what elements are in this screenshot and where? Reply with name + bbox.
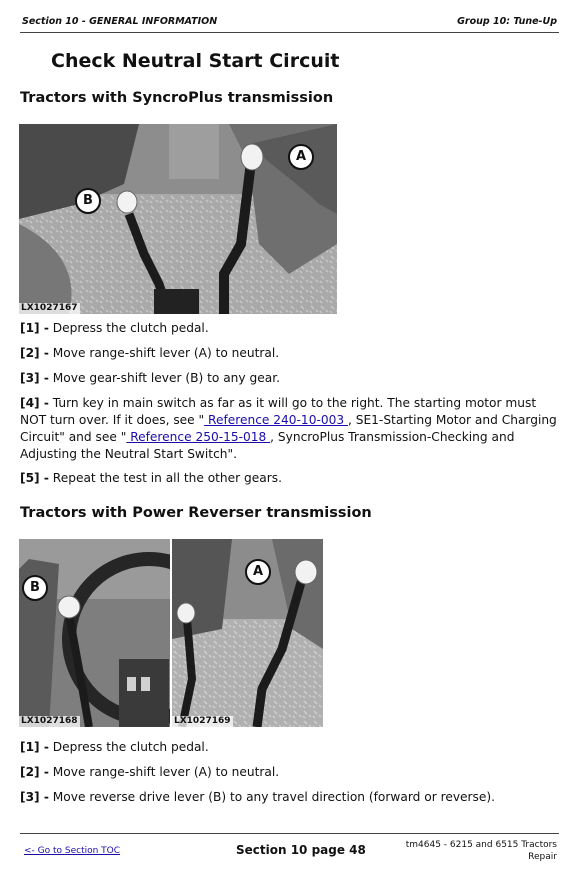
step-text: Repeat the test in all the other gears. — [48, 471, 282, 485]
power-reverser-step-1 — [20, 739, 560, 756]
syncroplus-step-2 — [20, 345, 560, 362]
header-group: Group 10: Tune-Up — [457, 16, 557, 27]
power-reverser-figure-right — [172, 539, 323, 727]
step-text: Move range-shift lever (A) to neutral. — [48, 346, 280, 360]
step-text: Depress the clutch pedal. — [48, 321, 209, 335]
page-title: Check Neutral Start Circuit — [51, 50, 340, 72]
step-text: Turn key in main switch as far as it will go to the right. The starting motor must NOT turn over. If it does, see " — [20, 396, 537, 427]
header-section: Section 10 - GENERAL INFORMATION — [22, 16, 218, 27]
power-reverser-figure-left — [19, 539, 170, 727]
document-id — [406, 839, 557, 863]
step-number: [1] - — [20, 321, 49, 335]
page-number: Section 10 page 48 — [236, 843, 366, 857]
step-text: , SyncroPlus Transmission-Checking and Adjusting the Neutral Start Switch". — [20, 430, 515, 461]
figure-caption-right: LX1027169 — [174, 716, 231, 726]
syncroplus-step-5 — [20, 470, 560, 487]
syncroplus-step-1 — [20, 320, 560, 337]
syncroplus-heading: Tractors with SyncroPlus transmission — [20, 90, 334, 106]
figure-caption-left: LX1027168 — [21, 716, 78, 726]
callout-a: A — [245, 559, 271, 585]
syncroplus-step-3 — [20, 370, 560, 387]
syncroplus-step-4 — [20, 395, 560, 463]
callout-a: A — [288, 144, 314, 170]
section-toc-link[interactable]: <- Go to Section TOC — [24, 846, 121, 856]
step-text: Move reverse drive lever (B) to any travel direction (forward or reverse). — [48, 790, 496, 804]
power-reverser-photo-left — [19, 539, 170, 727]
step-text: , SE1-Starting Motor and Charging Circuit" and see " — [20, 413, 557, 444]
step-number: [2] - — [20, 346, 49, 360]
page-header — [20, 12, 559, 33]
syncroplus-figure — [19, 124, 337, 314]
step-text: Move gear-shift lever (B) to any gear. — [48, 371, 280, 385]
power-reverser-step-3 — [20, 789, 560, 806]
footer-divider — [20, 833, 559, 834]
step-number: [2] - — [20, 765, 49, 779]
power-reverser-step-2 — [20, 764, 560, 781]
callout-b: B — [22, 575, 48, 601]
callout-b: B — [75, 188, 101, 214]
power-reverser-heading: Tractors with Power Reverser transmission — [20, 505, 372, 521]
document-type: Repair — [528, 852, 557, 862]
reference-link-250-15-018[interactable]: Reference 250-15-018 — [126, 430, 271, 444]
figure-caption: LX1027167 — [21, 303, 78, 313]
step-text: Depress the clutch pedal. — [48, 740, 209, 754]
step-number: [3] - — [20, 790, 49, 804]
reference-link-240-10-003[interactable]: Reference 240-10-003 — [204, 413, 348, 427]
step-number: [1] - — [20, 740, 49, 754]
step-number: [5] - — [20, 471, 49, 485]
document-title: tm4645 - 6215 and 6515 Tractors — [405, 840, 557, 850]
step-number: [3] - — [20, 371, 49, 385]
step-text: Move range-shift lever (A) to neutral. — [48, 765, 280, 779]
step-number: [4] - — [20, 396, 49, 410]
